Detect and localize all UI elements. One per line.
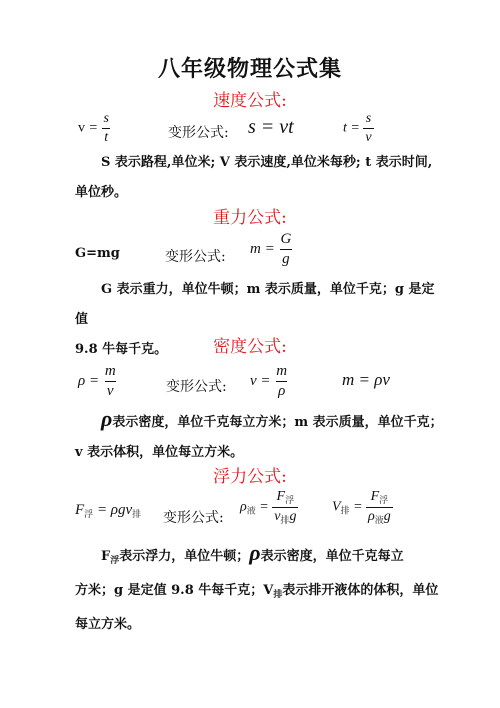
speed-variant-1: s = vt (248, 116, 294, 138)
density-variant-label: 变形公式: (166, 379, 227, 395)
density-variant-2: m = ρv (342, 370, 390, 389)
buoyancy-description: $F_浮$表示浮力，单位牛顿；ρ表示密度，单位千克每立 方米；g 是定值 9.8 牛每千克；$V_排$表示排开液体的体积，单位 每立方米。 (75, 540, 439, 632)
page-title: 八年级物理公式集 (157, 56, 342, 82)
gravity-variant-label: 变形公式: (165, 249, 226, 265)
density-heading: 密度公式: (213, 337, 287, 357)
speed-variant-label: 变形公式: (168, 125, 229, 141)
speed-main-formula: v = $\frac{s}{t}$ (78, 111, 109, 145)
speed-variant-2: t = $\frac{s}{v}$ (343, 111, 372, 145)
gravity-variant-formula: m = $\frac{G}{g}$ (250, 231, 292, 267)
buoyancy-variant-2: $V_排$ = $\frac{F_浮}{\rho_液g}$ (332, 489, 391, 525)
gravity-description: G 表示重力，单位牛顿；m 表示质量，单位千克；g 是定值 9.8 牛每千克。 (75, 282, 435, 357)
rho-symbol: ρ (101, 406, 113, 431)
density-description: ρ表示密度，单位千克每立方米；m 表示质量，单位千克； v 表示体积，单位每立方米。 (75, 406, 443, 460)
density-variant-1: v = $\frac{m}{\rho}$ (250, 363, 288, 399)
buoyancy-heading: 浮力公式: (213, 467, 287, 487)
rho-symbol: ρ (249, 540, 261, 565)
speed-heading: 速度公式: (213, 91, 287, 111)
gravity-main-formula: G=mg (75, 246, 120, 261)
buoyancy-variant-label: 变形公式: (163, 510, 224, 526)
density-main-formula: ρ = $\frac{m}{v}$ (78, 363, 116, 399)
buoyancy-variant-1: $\rho_液$ = $\frac{F_浮}{v_排g}$ (240, 489, 297, 525)
buoyancy-main-formula: $F_浮 = \rho gv_排$ (75, 502, 142, 519)
gravity-heading: 重力公式: (213, 208, 287, 228)
speed-description: S 表示路程,单位米; V 表示速度,单位米每秒; t 表示时间, 单位秒。 (75, 155, 433, 200)
